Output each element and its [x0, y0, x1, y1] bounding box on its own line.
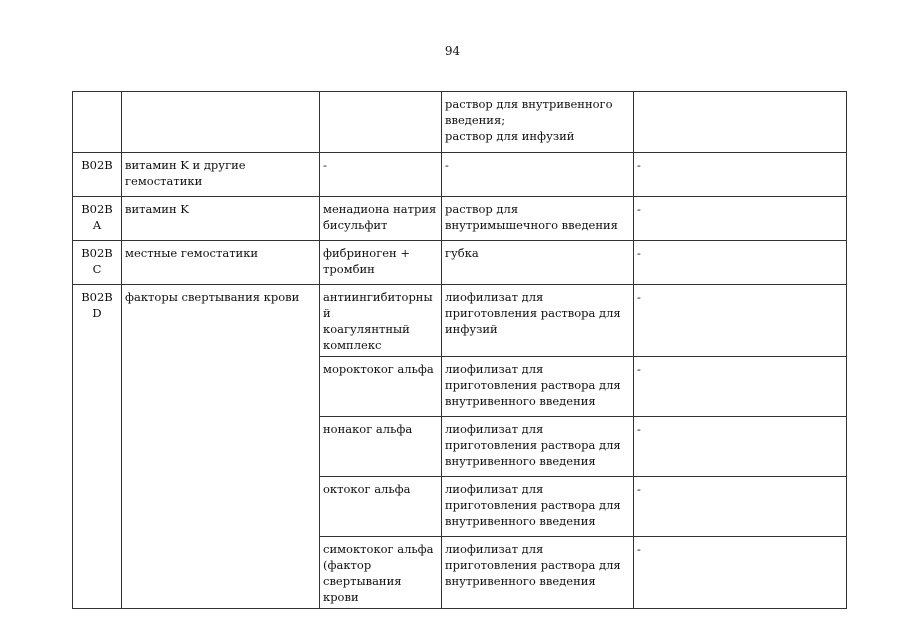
dosage-form-cell: [442, 357, 634, 417]
medication-table: [72, 91, 847, 609]
group-cell: [122, 285, 320, 609]
atc-code-cell: [73, 153, 122, 197]
group-cell: [122, 241, 320, 285]
dosage-form: лиофилизат для приготовления раствора для инфузий: [445, 290, 621, 336]
table-row: [73, 92, 847, 153]
substance-name: симоктоког альфа (фактор свертывания крови: [323, 542, 434, 604]
extra-cell: [634, 241, 847, 285]
atc-code-cell: [73, 285, 122, 609]
substance-name: нонаког альфа: [323, 422, 413, 436]
extra-value: -: [637, 362, 641, 376]
dosage-form: раствор для внутривенного введения; раствор для инфузий: [445, 97, 613, 143]
dosage-form: лиофилизат для приготовления раствора для внутривенного введения: [445, 542, 621, 588]
dosage-form: раствор для внутримышечного введения: [445, 202, 618, 232]
dosage-form: лиофилизат для приготовления раствора для внутривенного введения: [445, 362, 621, 408]
dosage-form-cell: [442, 537, 634, 609]
substance-cell: [320, 285, 442, 357]
substance-cell: [320, 537, 442, 609]
substance-name: антиингибиторный коагулянтный комплекс: [323, 290, 433, 352]
substance-name: фибриноген + тромбин: [323, 246, 410, 276]
atc-code: B02B: [81, 158, 113, 172]
substance-cell: [320, 417, 442, 477]
dosage-form-cell: [442, 417, 634, 477]
extra-value: -: [637, 482, 641, 496]
dosage-form: лиофилизат для приготовления раствора для внутривенного введения: [445, 482, 621, 528]
atc-code: B02B D: [81, 290, 113, 320]
extra-cell: [634, 197, 847, 241]
table-row: [73, 153, 847, 197]
dosage-form-cell: [442, 197, 634, 241]
extra-cell: [634, 357, 847, 417]
extra-value: -: [637, 542, 641, 556]
extra-value: -: [637, 290, 641, 304]
atc-code: B02B A: [81, 202, 113, 232]
group-name: факторы свертывания крови: [125, 290, 300, 304]
dosage-form-cell: [442, 92, 634, 153]
substance-cell: [320, 241, 442, 285]
group-name: местные гемостатики: [125, 246, 259, 260]
page-number: 94: [444, 44, 461, 58]
atc-code-cell: [73, 92, 122, 153]
extra-value: -: [637, 422, 641, 436]
group-name: витамин K: [125, 202, 189, 216]
group-cell: [122, 92, 320, 153]
substance-cell: [320, 153, 442, 197]
extra-value: -: [637, 158, 641, 172]
atc-code-cell: [73, 241, 122, 285]
dosage-form: губка: [445, 246, 479, 260]
substance-name: -: [323, 158, 327, 172]
group-cell: [122, 153, 320, 197]
group-cell: [122, 197, 320, 241]
extra-cell: [634, 92, 847, 153]
table-row: [73, 241, 847, 285]
table-row: [73, 197, 847, 241]
extra-cell: [634, 477, 847, 537]
dosage-form-cell: [442, 477, 634, 537]
substance-name: октоког альфа: [323, 482, 411, 496]
substance-cell: [320, 197, 442, 241]
extra-cell: [634, 537, 847, 609]
dosage-form: -: [445, 158, 449, 172]
substance-cell: [320, 92, 442, 153]
substance-cell: [320, 477, 442, 537]
substance-name: менадиона натрия бисульфит: [323, 202, 437, 232]
extra-value: -: [637, 202, 641, 216]
group-name: витамин K и другие гемостатики: [125, 158, 246, 188]
dosage-form: лиофилизат для приготовления раствора для внутривенного введения: [445, 422, 621, 468]
substance-cell: [320, 357, 442, 417]
dosage-form-cell: [442, 153, 634, 197]
extra-cell: [634, 285, 847, 357]
table-row: [73, 285, 847, 357]
substance-name: мороктоког альфа: [323, 362, 434, 376]
dosage-form-cell: [442, 241, 634, 285]
extra-cell: [634, 153, 847, 197]
atc-code: B02B C: [81, 246, 113, 276]
extra-value: -: [637, 246, 641, 260]
atc-code-cell: [73, 197, 122, 241]
extra-cell: [634, 417, 847, 477]
dosage-form-cell: [442, 285, 634, 357]
